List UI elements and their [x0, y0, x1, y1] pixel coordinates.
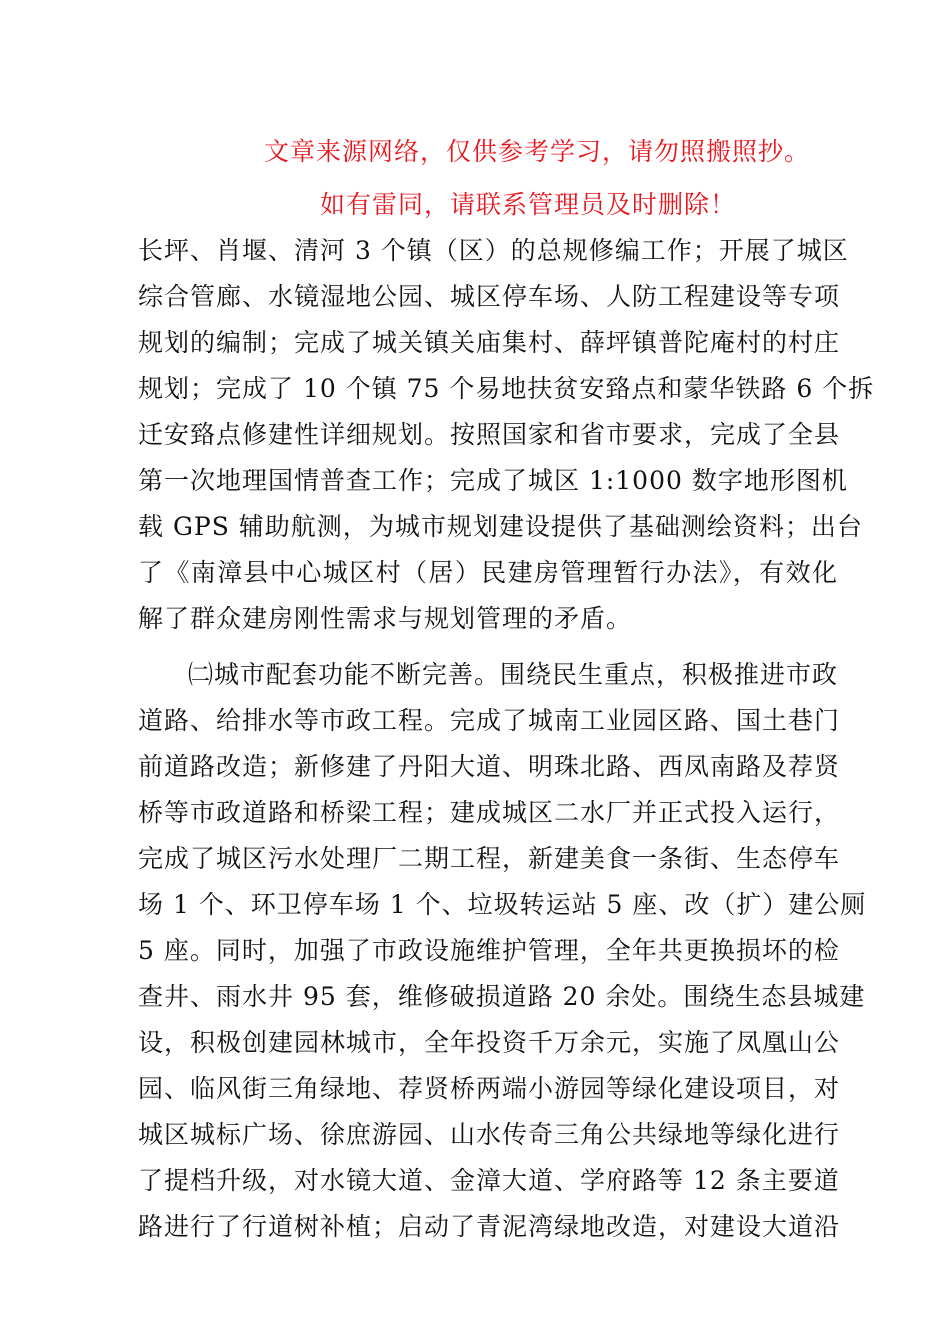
paragraph-1 — [138, 228, 875, 642]
paragraph-line: 载 GPS 辅助航测，为城市规划建设提供了基础测绘资料；出台 — [138, 512, 863, 541]
document-body — [138, 228, 875, 1250]
copyright-notice-line-1: 文章来源网络，仅供参考学习，请勿照搬照抄。 — [264, 137, 811, 166]
paragraph-gap — [138, 642, 838, 652]
paragraph-line: 迁安臵点修建性详细规划。按照国家和省市要求，完成了全县 — [138, 420, 841, 449]
paragraph-line: ㈡城市配套功能不断完善。围绕民生重点，积极推进市政 — [188, 660, 839, 689]
paragraph-line: 城区城标广场、徐庶游园、山水传奇三角公共绿地等绿化进行 — [138, 1120, 841, 1149]
paragraph-2 — [138, 652, 867, 1250]
copyright-notice-line-2: 如有雷同，请联系管理员及时删除！ — [320, 190, 737, 219]
paragraph-line: 5 座。同时，加强了市政设施维护管理，全年共更换损坏的检 — [138, 936, 840, 965]
paragraph-line: 了提档升级，对水镜大道、金漳大道、学府路等 12 条主要道 — [138, 1166, 840, 1195]
paragraph-line: 场 1 个、环卫停车场 1 个、垃圾转运站 5 座、改（扩）建公厕 — [138, 890, 867, 919]
paragraph-line: 规划的编制；完成了城关镇关庙集村、薛坪镇普陀庵村的村庄 — [138, 328, 841, 357]
paragraph-line: 查井、雨水井 95 套，维修破损道路 20 余处。围绕生态县城建 — [138, 982, 866, 1011]
paragraph-line: 综合管廊、水镜湿地公园、城区停车场、人防工程建设等专项 — [138, 282, 841, 311]
paragraph-line: 道路、给排水等市政工程。完成了城南工业园区路、国土巷门 — [138, 706, 841, 735]
paragraph-line: 完成了城区污水处理厂二期工程，新建美食一条街、生态停车 — [138, 844, 841, 873]
paragraph-line: 了《南漳县中心城区村（居）民建房管理暂行办法》，有效化 — [138, 558, 838, 587]
paragraph-line: 规划；完成了 10 个镇 75 个易地扶贫安臵点和蒙华铁路 6 个拆 — [138, 374, 875, 403]
paragraph-line: 长坪、肖堰、清河 3 个镇（区）的总规修编工作；开展了城区 — [138, 236, 849, 265]
paragraph-line: 设，积极创建园林城市，全年投资千万余元，实施了凤凰山公 — [138, 1028, 841, 1057]
paragraph-line: 第一次地理国情普查工作；完成了城区 1:1000 数字地形图机 — [138, 466, 848, 495]
paragraph-line: 桥等市政道路和桥梁工程；建成城区二水厂并正式投入运行， — [138, 798, 841, 827]
paragraph-line: 解了群众建房刚性需求与规划管理的矛盾。 — [138, 604, 633, 633]
paragraph-line: 园、临风街三角绿地、荐贤桥两端小游园等绿化建设项目，对 — [138, 1074, 841, 1103]
paragraph-line: 路进行了行道树补植；启动了青泥湾绿地改造，对建设大道沿 — [138, 1212, 841, 1241]
paragraph-line: 前道路改造；新修建了丹阳大道、明珠北路、西凤南路及荐贤 — [138, 752, 841, 781]
